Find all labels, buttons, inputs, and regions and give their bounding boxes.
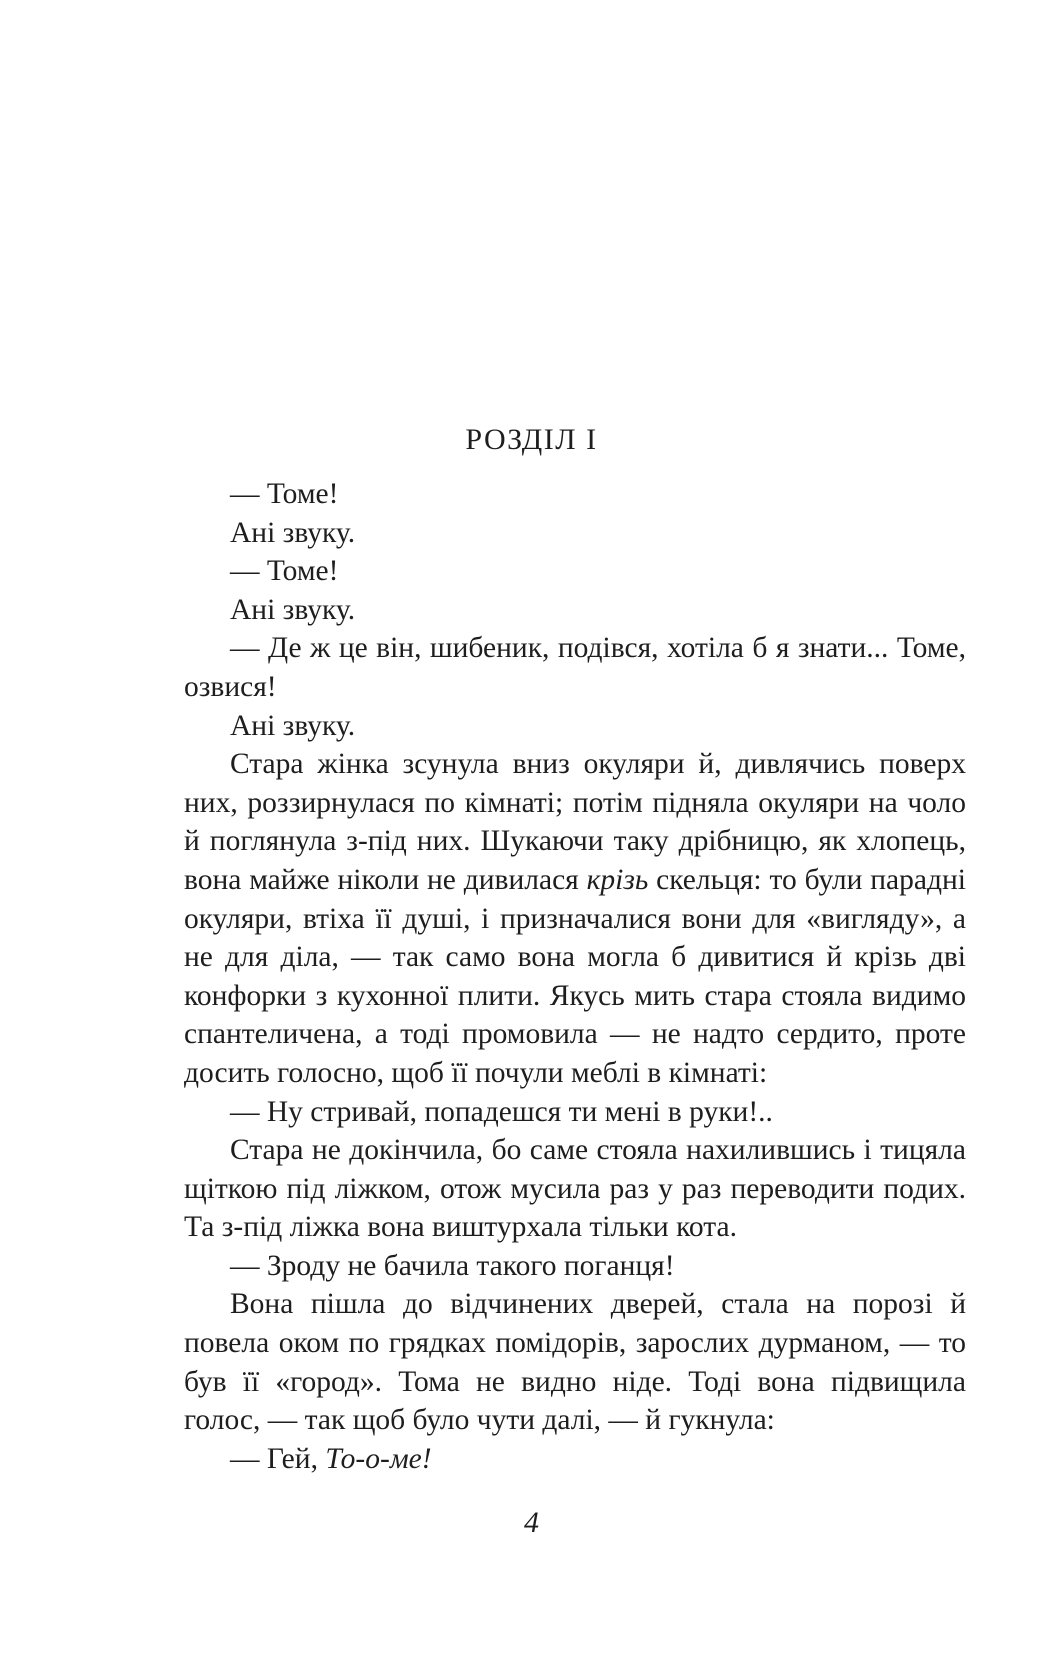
paragraph <box>184 745 966 1092</box>
paragraph: — Томе! <box>230 555 339 588</box>
page-number: 4 <box>524 1506 539 1539</box>
paragraph-text: — Гей, <box>230 1442 326 1475</box>
emphasized-word: То-о-ме! <box>325 1442 432 1475</box>
paragraph-text: скельця: то були парадні окуляри, втіха її душі, і призначалися вони для «вигляду», а не для діла, — так само вона могла б дивитися й крізь дві конфорки з кухонної плити. Якусь мить стара стояла видимо спантеличена, а тоді промовила — не надто сердито, проте досить голосно, щоб її почули меблі в кімнаті: <box>184 863 966 1089</box>
body-text <box>184 475 966 1478</box>
emphasized-word: крізь <box>586 863 649 896</box>
paragraph: Ані звуку. <box>230 593 356 626</box>
paragraph-text: Стара жінка зсунула вниз окуляри й, дивлячись поверх них, роззирнулася по кімнаті; потім підняла окуляри на чоло й поглянула з-під них. Шукаючи таку дрібницю, як хлопець, вона майже ніколи не дивилася <box>184 748 966 896</box>
chapter-title: РОЗДІЛ І <box>465 423 598 456</box>
paragraph: — Де ж це він, шибеник, подівся, хотіла б я знати... Томе, озвися! <box>184 632 966 703</box>
paragraph: — Ну стривай, попадешся ти мені в руки!.. <box>230 1095 773 1128</box>
paragraph <box>184 1440 966 1479</box>
paragraph: Ані звуку. <box>230 709 356 742</box>
paragraph: — Зроду не бачила такого поганця! <box>230 1249 675 1282</box>
paragraph: — Томе! <box>230 478 339 510</box>
paragraph: Ані звуку. <box>230 516 356 549</box>
paragraph: Стара не докінчила, бо саме стояла нахилившись і тицяла щіткою під ліжком, отож мусила раз у раз переводити подих. Та з-під ліжка вона виштурхала тільки кота. <box>184 1134 966 1244</box>
paragraph: Вона пішла до відчинених дверей, стала на порозі й повела оком по грядках помідорів, зарослих дурманом, — то був її «город». Тома не видно ніде. Тоді вона підвищила голос, — так щоб було чути далі, — й гукнула: <box>184 1288 966 1437</box>
